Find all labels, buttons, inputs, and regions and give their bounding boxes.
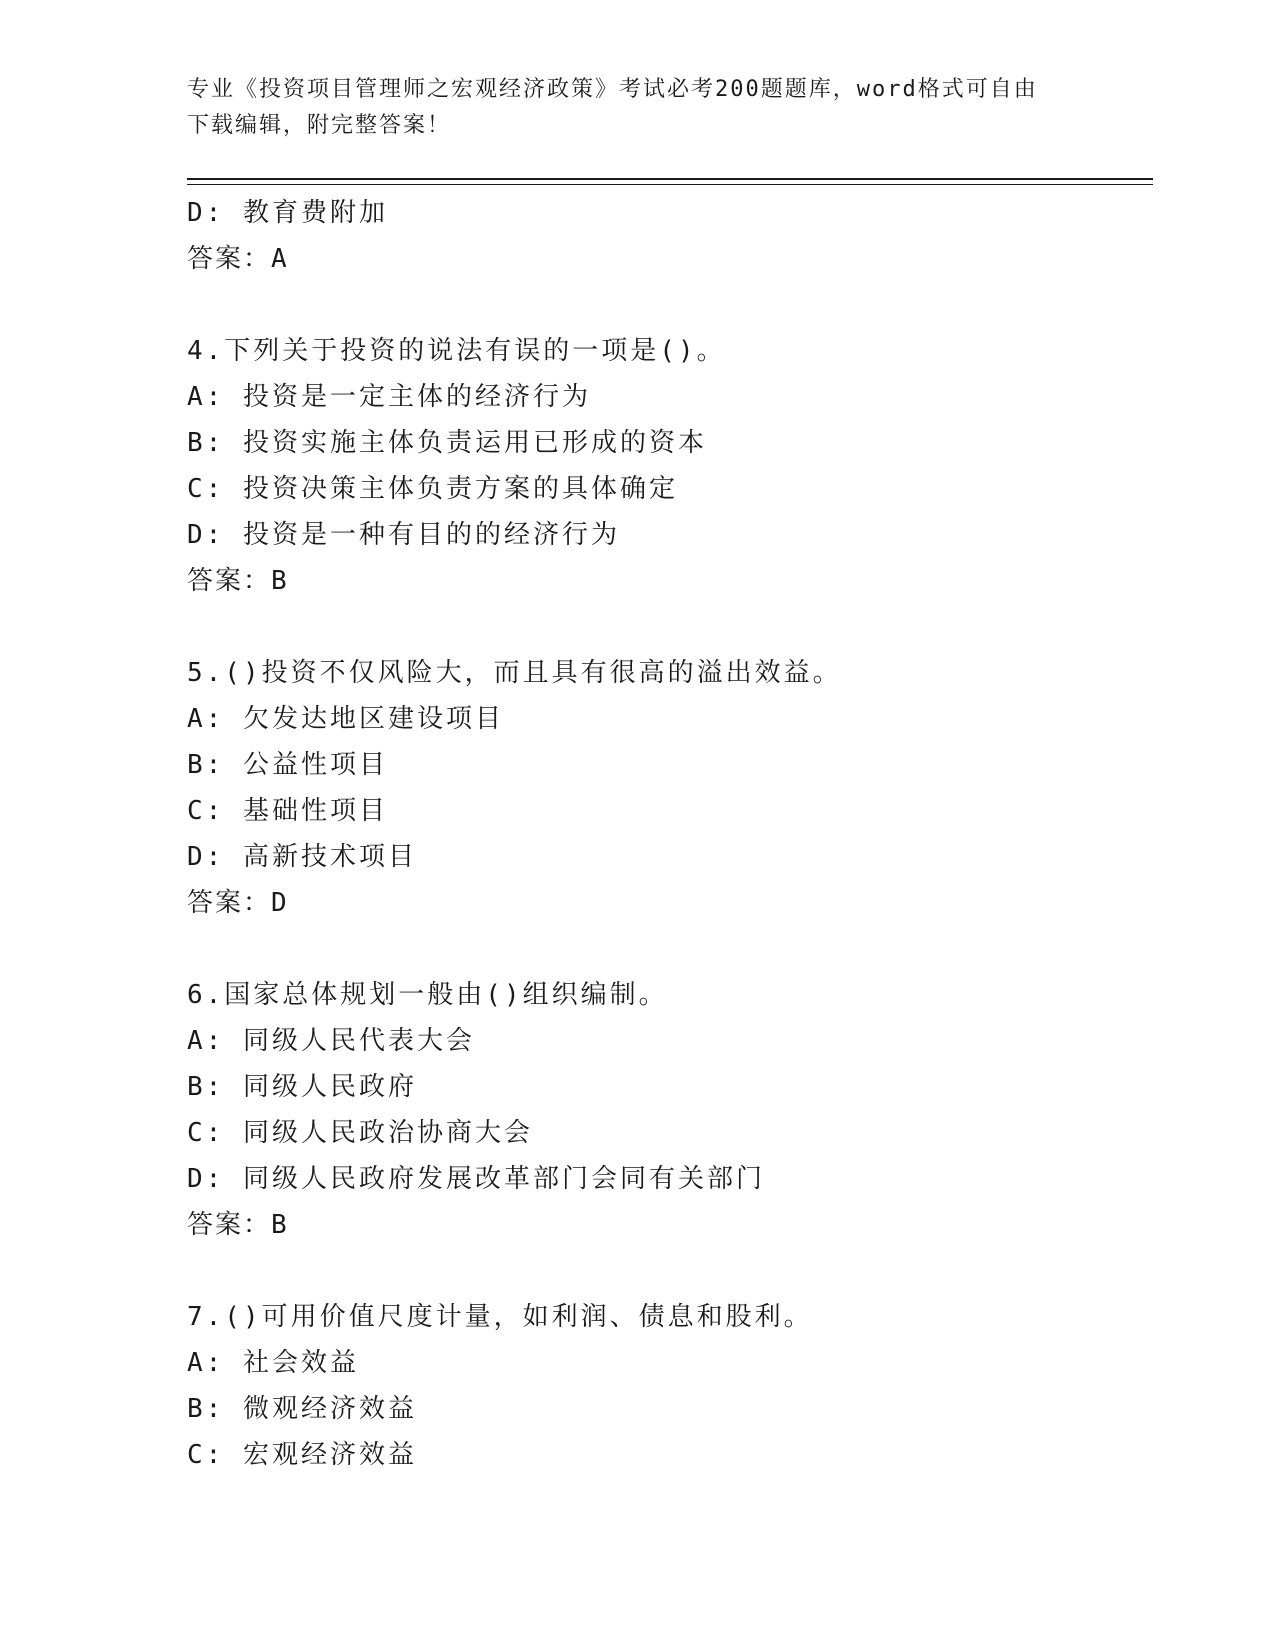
spacer	[187, 604, 1147, 650]
spacer	[187, 1248, 1147, 1294]
answer: 答案：B	[187, 566, 289, 596]
option-c: C: 同级人民政治协商大会	[187, 1118, 533, 1148]
header-divider-thick	[187, 178, 1153, 180]
header-line-2: 下载编辑，附完整答案！	[187, 113, 452, 138]
answer: 答案：B	[187, 1210, 289, 1240]
option-b: B: 公益性项目	[187, 750, 388, 780]
question-stem: 6.国家总体规划一般由()组织编制。	[187, 980, 668, 1010]
option-a: A: 同级人民代表大会	[187, 1026, 475, 1056]
question-stem: 7.()可用价值尺度计量，如利润、债息和股利。	[187, 1302, 813, 1332]
option-c: C: 宏观经济效益	[187, 1440, 417, 1470]
option-b: B: 投资实施主体负责运用已形成的资本	[187, 428, 707, 458]
document-header	[187, 72, 1087, 144]
spacer	[187, 926, 1147, 972]
spacer	[187, 282, 1147, 328]
carryover-option-d: D: 教育费附加	[187, 198, 388, 228]
option-d: D: 投资是一种有目的的经济行为	[187, 520, 620, 550]
option-d: D: 同级人民政府发展改革部门会同有关部门	[187, 1164, 765, 1194]
question-stem: 5.()投资不仅风险大，而且具有很高的溢出效益。	[187, 658, 842, 688]
option-b: B: 同级人民政府	[187, 1072, 417, 1102]
question-4	[187, 328, 1147, 604]
option-d: D: 高新技术项目	[187, 842, 417, 872]
option-a: A: 投资是一定主体的经济行为	[187, 382, 591, 412]
answer: 答案：D	[187, 888, 289, 918]
question-list	[187, 190, 1147, 1478]
header-divider-thin	[187, 184, 1153, 185]
question-6	[187, 972, 1147, 1248]
option-c: C: 基础性项目	[187, 796, 388, 826]
carryover-answer: 答案：A	[187, 244, 289, 274]
header-line-1: 专业《投资项目管理师之宏观经济政策》考试必考200题题库，word格式可自由	[187, 77, 1038, 102]
option-a: A: 欠发达地区建设项目	[187, 704, 504, 734]
option-b: B: 微观经济效益	[187, 1394, 417, 1424]
question-stem: 4.下列关于投资的说法有误的一项是()。	[187, 336, 726, 366]
option-a: A: 社会效益	[187, 1348, 359, 1378]
question-5	[187, 650, 1147, 926]
option-c: C: 投资决策主体负责方案的具体确定	[187, 474, 678, 504]
question-7	[187, 1294, 1147, 1478]
